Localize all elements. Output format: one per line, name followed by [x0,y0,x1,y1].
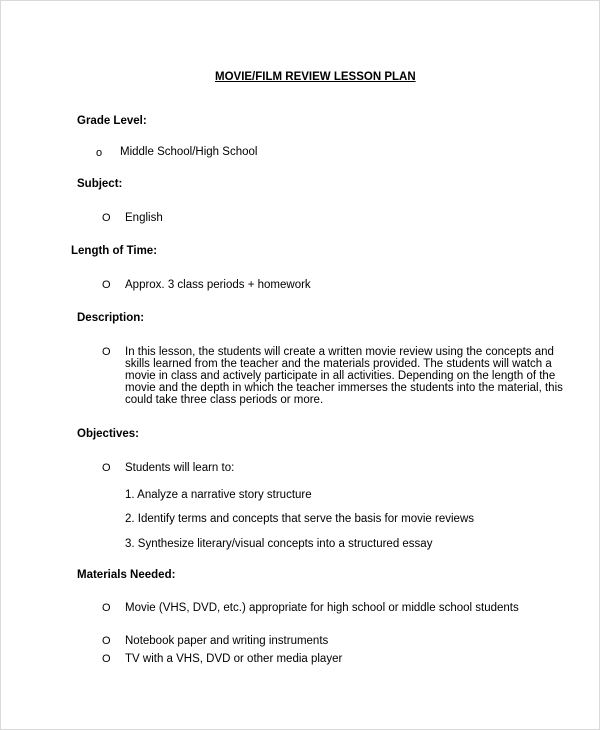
objective-item: 2. Identify terms and concepts that serve the basis for movie reviews [125,513,474,525]
description-line: In this lesson, the students will create a written movie review using the concepts and [125,346,554,358]
bullet-marker: o [96,147,103,159]
bullet-marker: O [102,653,111,665]
bullet-marker: O [102,346,111,358]
subject-value: English [125,212,163,224]
bullet-marker: O [102,602,111,614]
description-heading: Description: [77,312,145,324]
subject-heading: Subject: [77,178,123,190]
material-item: Movie (VHS, DVD, etc.) appropriate for high school or middle school students [125,602,519,614]
material-item: TV with a VHS, DVD or other media player [125,653,343,665]
length-of-time-heading: Length of Time: [71,245,158,257]
description-line: skills learned from the teacher and the materials provided. The students will watch a [125,358,552,370]
length-of-time-value: Approx. 3 class periods + homework [125,279,311,291]
bullet-marker: O [102,462,111,474]
objective-item: 1. Analyze a narrative story structure [125,489,312,501]
description-line: could take three class periods or more. [125,394,324,406]
description-line: movie and the depth in which the teacher immerses the students into the material, this [125,382,563,394]
grade-level-heading: Grade Level: [77,115,147,127]
bullet-marker: O [102,212,111,224]
bullet-marker: O [102,635,111,647]
bullet-marker: O [102,279,111,291]
grade-level-value: Middle School/High School [120,146,258,158]
description-line: movie in class and actively participate in all activities. Depending on the length of the [125,370,556,382]
objective-item: 3. Synthesize literary/visual concepts into a structured essay [125,538,433,550]
objectives-intro: Students will learn to: [125,462,235,474]
document-title: MOVIE/FILM REVIEW LESSON PLAN [215,71,416,83]
materials-heading: Materials Needed: [77,569,176,581]
material-item: Notebook paper and writing instruments [125,635,329,647]
objectives-heading: Objectives: [77,428,139,440]
